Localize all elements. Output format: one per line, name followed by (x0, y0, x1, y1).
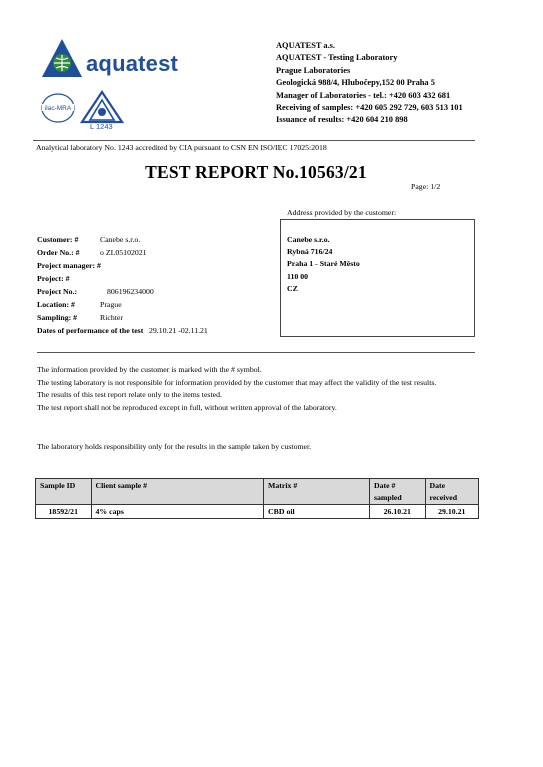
field-value: Prague (100, 299, 122, 309)
field-label: Dates of performance of the test (37, 325, 144, 335)
field-value: Richter (100, 312, 123, 322)
field-label: Project No.: (37, 286, 78, 296)
field-value: 29.10.21 -02.11.21 (149, 325, 208, 335)
address-line: Praha 1 - Staré Město (287, 259, 360, 269)
field-label: Project: # (37, 273, 70, 283)
header-client-sample: Client sample # (91, 479, 264, 505)
company-line: Issuance of results: +420 604 210 898 (276, 115, 408, 125)
disclaimer-notes (37, 364, 477, 414)
header-line: Date (429, 481, 446, 490)
page-number: Page: 1/2 (411, 182, 441, 191)
address-line: 110 00 (287, 271, 309, 281)
table-header-row (36, 479, 479, 505)
address-caption: Address provided by the customer: (287, 208, 397, 217)
note-paragraph: The information provided by the customer is marked with the # symbol. (37, 365, 262, 374)
company-line: AQUATEST - Testing Laboratory (276, 53, 398, 63)
section-divider (37, 352, 475, 353)
cell-matrix: CBD oil (264, 505, 370, 519)
report-title: TEST REPORT No.10563/21 (145, 162, 367, 182)
field-value: o ZL05102021 (100, 247, 147, 257)
table-row (36, 505, 479, 519)
header-line: sampled (374, 492, 402, 502)
note-paragraph: The results of this test report relate only to the items tested. (37, 390, 222, 400)
samples-table (35, 478, 479, 519)
field-value: Canebe s.r.o. (100, 235, 141, 244)
field-label: Order No.: # (37, 247, 80, 257)
note-paragraph: The testing laboratory is not responsible for information provided by the customer that may affect the validity of the test results. (37, 377, 437, 387)
company-info (276, 40, 463, 127)
field-label: Sampling: # (37, 312, 78, 322)
company-line: Receiving of samples: +420 605 292 729, 603 513 101 (276, 103, 463, 113)
cell-sample-id: 18592/21 (36, 505, 92, 519)
address-line: Canebe s.r.o. (287, 235, 330, 244)
logo-text: aquatest (86, 51, 179, 76)
header-date-sampled (370, 479, 426, 505)
accreditation-statement: Analytical laboratory No. 1243 accredited by CIA pursuant to CSN EN ISO/IEC 17025:2018 (36, 143, 327, 152)
address-line: Rybná 716/24 (287, 247, 333, 257)
company-line: Prague Laboratories (276, 65, 351, 75)
header-line: received (429, 492, 458, 502)
field-label: Location: # (37, 299, 75, 309)
header-matrix: Matrix # (264, 479, 370, 505)
cell-client-sample: 4% caps (91, 505, 264, 519)
ilac-mra-icon (40, 92, 76, 124)
cell-date-sampled: 26.10.21 (370, 505, 426, 519)
ilac-text: ilac-MRA (44, 105, 72, 112)
header-line: Date # (374, 481, 396, 490)
ilac-mra-logo (40, 92, 76, 124)
cell-date-received: 29.10.21 (425, 505, 479, 519)
customer-address (287, 234, 360, 295)
header-date-received (425, 479, 479, 505)
field-label: Customer: # (37, 235, 79, 244)
field-value: 806196234000 (107, 286, 154, 296)
accreditation-icon (80, 90, 124, 124)
header-sample-id: Sample ID (36, 479, 92, 505)
address-line: CZ (287, 283, 298, 293)
certificate-label: L 1243 (90, 122, 113, 131)
header-divider (33, 140, 475, 141)
note-paragraph: The test report shall not be reproduced except in full, without written approval of the laboratory. (37, 402, 337, 412)
company-line: AQUATEST a.s. (276, 41, 336, 50)
company-line: Geologická 988/4, Hlubočepy,152 00 Praha 5 (276, 78, 435, 88)
responsibility-statement: The laboratory holds responsibility only for the results in the sample taken by customer. (37, 442, 312, 451)
field-label: Project manager: # (37, 260, 101, 270)
company-line: Manager of Laboratories - tel.: +420 603 432 681 (276, 90, 451, 100)
